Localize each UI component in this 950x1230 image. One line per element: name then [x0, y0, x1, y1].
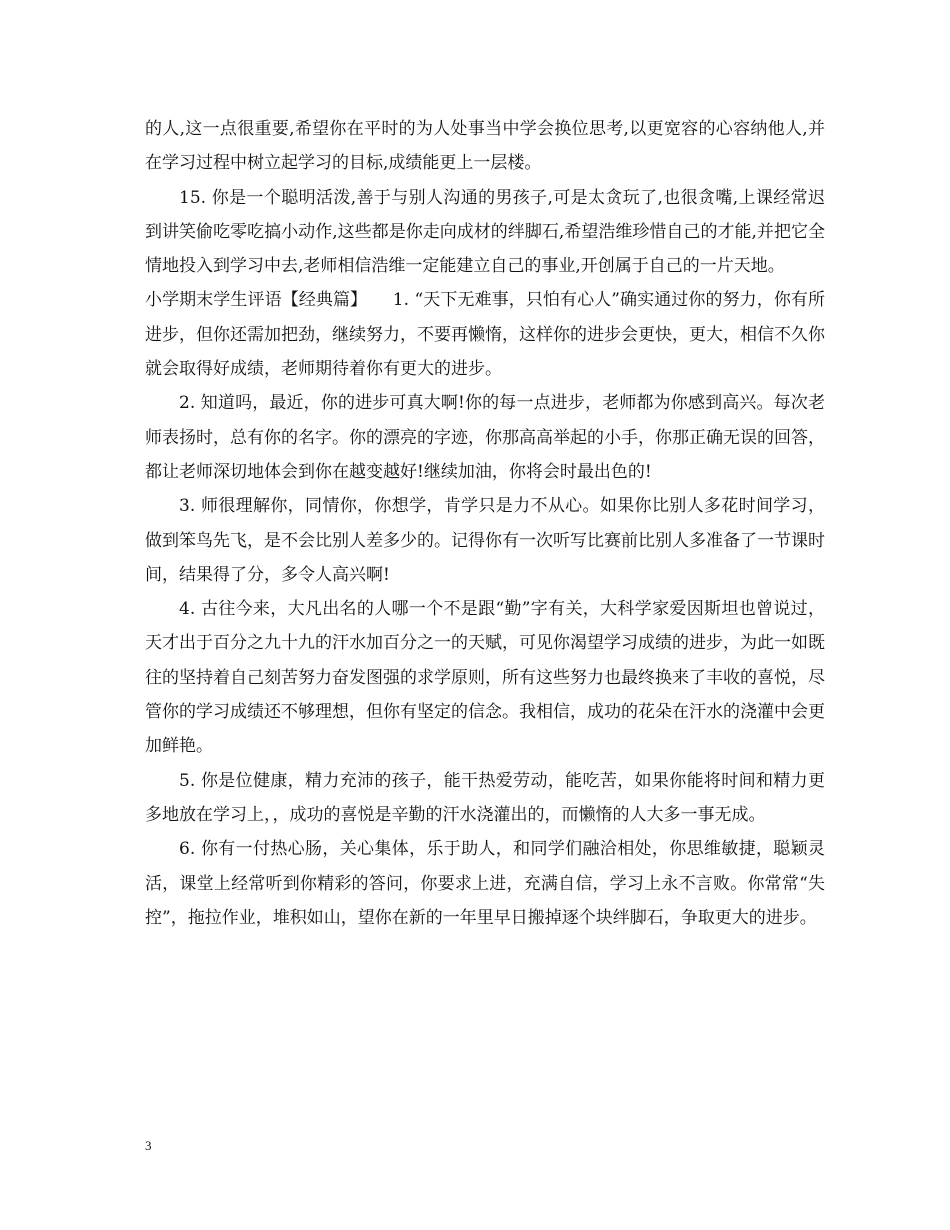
paragraph-5: 5. 你是位健康，精力充沛的孩子，能干热爱劳动，能吃苦，如果你能将时间和精力更多地放在学习上，，成功的喜悦是辛勤的汗水浇灌出的，而懒惰的人大多一事无成。 — [145, 770, 825, 825]
paragraph-2: 2. 知道吗，最近，你的进步可真大啊!你的每一点进步，老师都为你感到高兴。每次老师表扬时，总有你的名字。你的漂亮的字迹，你那高高举起的小手，你那正确无误的回答，都让老师深切地体会到你在越变越好!继续加油，你将会时最出色的! — [145, 393, 825, 482]
paragraph-6: 6. 你有一付热心肠，关心集体，乐于助人，和同学们融洽相处，你思维敏捷，聪颖灵活，课堂上经常听到你精彩的答问，你要求上进，充满自信，学习上永不言败。你常常“失控”，拖拉作业，堆积如山，望你在新的一年里早日搬掉逐个块绊脚石，争取更大的进步。 — [145, 839, 825, 928]
paragraph-3: 3. 师很理解你，同情你，你想学，肯学只是力不从心。如果你比别人多花时间学习，做到笨鸟先飞，是不会比别人差多少的。记得你有一次听写比赛前比别人多准备了一节课时间，结果得了分，多令人高兴啊! — [145, 496, 825, 585]
paragraph-continued: 的人,这一点很重要,希望你在平时的为人处事当中学会换位思考,以更宽容的心容纳他人,并在学习过程中树立起学习的目标,成绩能更上一层楼。 — [145, 119, 825, 174]
paragraph-15: 15. 你是一个聪明活泼,善于与别人沟通的男孩子,可是太贪玩了,也很贪嘴,上课经常迟到讲笑偷吃零吃搞小动作,这些都是你走向成材的绊脚石,希望浩维珍惜自己的才能,并把它全情地投入到学习中去,老师相信浩维一定能建立自己的事业,开创属于自己的一片天地。 — [145, 187, 825, 277]
section-heading-paragraph-1: 小学期末学生评语【经典篇】 1. “天下无难事，只怕有心人”确实通过你的努力，你有所进步，但你还需加把劲，继续努力，不要再懒惰，这样你的进步会更快，更大，相信不久你就会取得好成绩，老师期待着你有更大的进步。 — [145, 290, 825, 380]
paragraph-4: 4. 古往今来，大凡出名的人哪一个不是跟“勤”字有关，大科学家爱因斯坦也曾说过，天才出于百分之九十九的汗水加百分之一的天赋，可见你渴望学习成绩的进步，为此一如既往的坚持着自己刻苦努力奋发图强的求学原则，所有这些努力也最终换来了丰收的喜悦，尽管你的学习成绩还不够理想，但你有坚定的信念。我相信，成功的花朵在汗水的浇灌中会更加鲜艳。 — [145, 599, 825, 757]
document-body — [145, 112, 825, 935]
page-number: 3 — [145, 1138, 152, 1153]
